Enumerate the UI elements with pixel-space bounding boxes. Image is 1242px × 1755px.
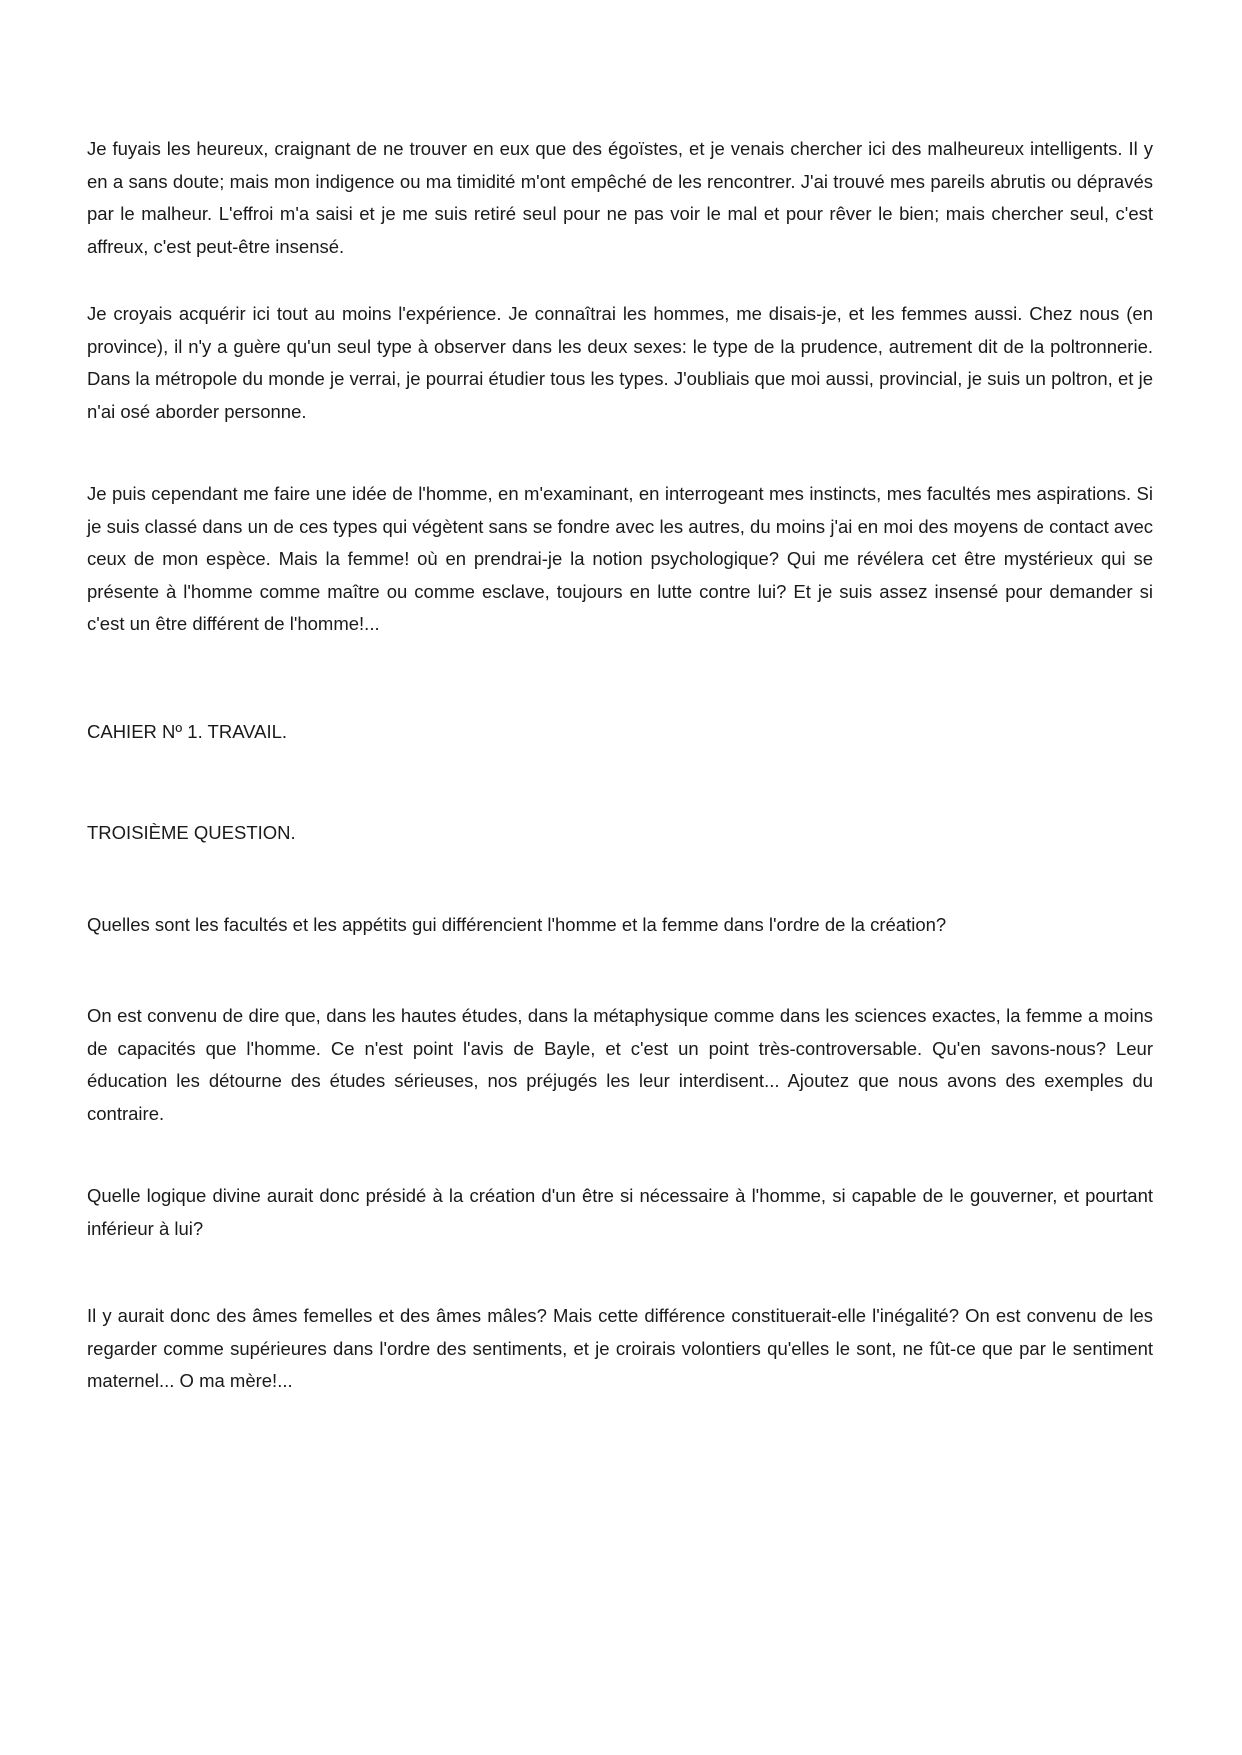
- question-heading: TROISIÈME QUESTION.: [87, 822, 296, 843]
- paragraph-7: Il y aurait donc des âmes femelles et des âmes mâles? Mais cette différence constituerait-elle l'inégalité? On est convenu de les regarder comme supérieures dans l'ordre des sentiments, et je croirais volontiers qu'elles le sont, ne fût-ce que par le sentiment maternel... O ma mère!...: [87, 1305, 1153, 1391]
- paragraph-3: Je puis cependant me faire une idée de l'homme, en m'examinant, en interrogeant mes instincts, mes facultés mes aspirations. Si je suis classé dans un de ces types qui végètent sans se fondre avec les autres, du moins j'ai en moi des moyens de contact avec ceux de mon espèce. Mais la femme! où en prendrai-je la notion psychologique? Qui me révélera cet être mystérieux qui se présente à l'homme comme maître ou comme esclave, toujours en lutte contre lui? Et je suis assez insensé pour demander si c'est un être différent de l'homme!...: [87, 483, 1153, 634]
- paragraph-4: Quelles sont les facultés et les appétits gui différencient l'homme et la femme dans l'ordre de la création?: [87, 914, 947, 935]
- cahier-heading: CAHIER Nº 1. TRAVAIL.: [87, 721, 288, 742]
- paragraph-2: Je croyais acquérir ici tout au moins l'expérience. Je connaîtrai les hommes, me disais-je, et les femmes aussi. Chez nous (en province), il n'y a guère qu'un seul type à observer dans les deux sexes: le type de la prudence, autrement dit de la poltronnerie. Dans la métropole du monde je verrai, je pourrai étudier tous les types. J'oubliais que moi aussi, provincial, je suis un poltron, et je n'ai osé aborder personne.: [87, 303, 1153, 422]
- paragraph-6: Quelle logique divine aurait donc présidé à la création d'un être si nécessaire à l'homme, si capable de le gouverner, et pourtant inférieur à lui?: [87, 1185, 1153, 1239]
- paragraph-5: On est convenu de dire que, dans les hautes études, dans la métaphysique comme dans les sciences exactes, la femme a moins de capacités que l'homme. Ce n'est point l'avis de Bayle, et c'est un point très-controversable. Qu'en savons-nous? Leur éducation les détourne des études sérieuses, nos préjugés les leur interdisent... Ajoutez que nous avons des exemples du contraire.: [87, 1005, 1153, 1124]
- paragraph-1: Je fuyais les heureux, craignant de ne trouver en eux que des égoïstes, et je venais chercher ici des malheureux intelligents. Il y en a sans doute; mais mon indigence ou ma timidité m'ont empêché de les rencontrer. J'ai trouvé mes pareils abrutis ou dépravés par le malheur. L'effroi m'a saisi et je me suis retiré seul pour ne pas voir le mal et pour rêver le bien; mais chercher seul, c'est affreux, c'est peut-être insensé.: [87, 138, 1153, 257]
